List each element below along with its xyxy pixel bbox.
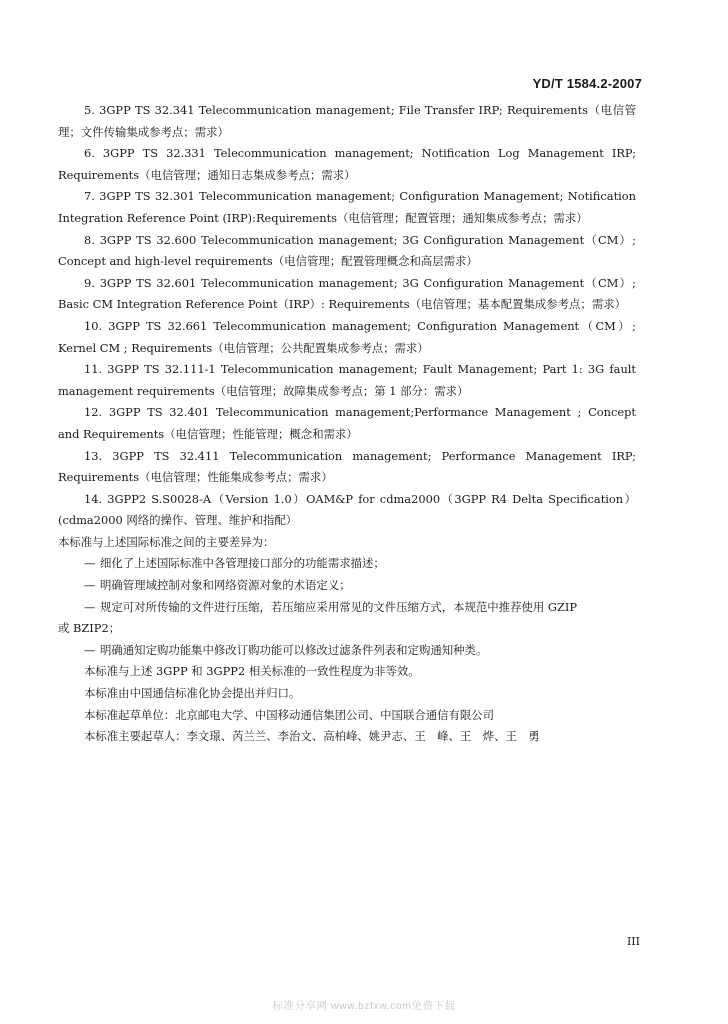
- page-number: III: [626, 935, 640, 948]
- difference-text: [58, 597, 636, 640]
- reference-item-8: 8. 3GPP TS 32.600 Telecommunication management; 3G Configuration Management（CM）; Concept and high-level requirements（电信管理；配置管理概念和高层需求）: [58, 232, 636, 269]
- dash-mark: —: [84, 642, 96, 657]
- watermark: 标准分享网 www.bzfxw.com免费下载: [272, 1000, 456, 1012]
- reference-item-10: 10. 3GPP TS 32.661 Telecommunication management; Configuration Management（CM）; Kernel CM ; Requirements（电信管理；公共配置集成参考点；需求）: [58, 318, 636, 355]
- consistency-statement: 本标准与上述 3GPP 和 3GPP2 相关标准的一致性程度为非等效。: [84, 664, 420, 679]
- reference-item-14: 14. 3GPP2 S.S0028-A（Version 1.0）OAM&P for cdma2000（3GPP R4 Delta Specification）(cdma2000 网络的操作、管理、维护和指配）: [58, 491, 636, 528]
- differences-intro: 本标准与上述国际标准之间的主要差异为：: [58, 534, 275, 549]
- document-body: [58, 100, 636, 748]
- drafting-units: 本标准起草单位：北京邮电大学、中国移动通信集团公司、中国联合通信有限公司: [84, 707, 495, 722]
- difference-text: 细化了上述国际标准中各管理接口部分的功能需求描述；: [100, 556, 385, 571]
- reference-item-7: 7. 3GPP TS 32.301 Telecommunication management; Configuration Management; Notification Integration Reference Point (IRP):Requirements（电信管理；配置管理；通知集成参考点；需求）: [58, 189, 636, 225]
- dash-mark: —: [84, 556, 96, 571]
- reference-item-11: 11. 3GPP TS 32.111-1 Telecommunication management; Fault Management; Part 1: 3G fault management requirements（电信管理；故障集成参考点；第 1 部分：需求）: [58, 362, 636, 398]
- difference-text-main: 规定可对所传输的文件进行压缩，若压缩应采用常见的文件压缩方式，本规范中推荐使用 GZIP: [100, 599, 578, 614]
- drafters: 本标准主要起草人：李文璟、芮兰兰、李治文、高柏峰、姚尹志、王 峰、王 烨、王 勇: [84, 729, 540, 744]
- dash-mark: —: [84, 578, 96, 593]
- dash-mark: —: [84, 599, 96, 614]
- standard-number: YD/T 1584.2-2007: [532, 76, 642, 91]
- reference-item-13: 13. 3GPP TS 32.411 Telecommunication management; Performance Management IRP; Requirements（电信管理；性能集成参考点；需求）: [58, 448, 636, 485]
- difference-text: 明确通知定购功能集中修改订购功能可以修改过滤条件列表和定购通知种类。: [100, 642, 488, 657]
- reference-item-12: 12. 3GPP TS 32.401 Telecommunication management;Performance Management ; Concept and Requirements（电信管理；性能管理；概念和需求）: [58, 405, 636, 441]
- difference-text-continuation: 或 BZIP2；: [58, 621, 121, 636]
- difference-item: [58, 553, 636, 575]
- reference-item-5: 5. 3GPP TS 32.341 Telecommunication management; File Transfer IRP; Requirements（电信管理；文件传输集成参考点；需求）: [58, 103, 636, 139]
- difference-item: [58, 597, 636, 640]
- difference-item: [58, 575, 636, 597]
- proposer-statement: 本标准由中国通信标准化协会提出并归口。: [84, 686, 301, 701]
- reference-item-6: 6. 3GPP TS 32.331 Telecommunication management; Notification Log Management IRP; Requirements（电信管理；通知日志集成参考点；需求）: [58, 146, 636, 182]
- difference-item: [58, 640, 636, 662]
- difference-text: 明确管理域控制对象和网络资源对象的术语定义；: [100, 578, 351, 593]
- reference-item-9: 9. 3GPP TS 32.601 Telecommunication management; 3G Configuration Management（CM）; Basic CM Integration Reference Point（IRP）: Requirements（电信管理；基本配置集成参考点；需求）: [58, 275, 636, 312]
